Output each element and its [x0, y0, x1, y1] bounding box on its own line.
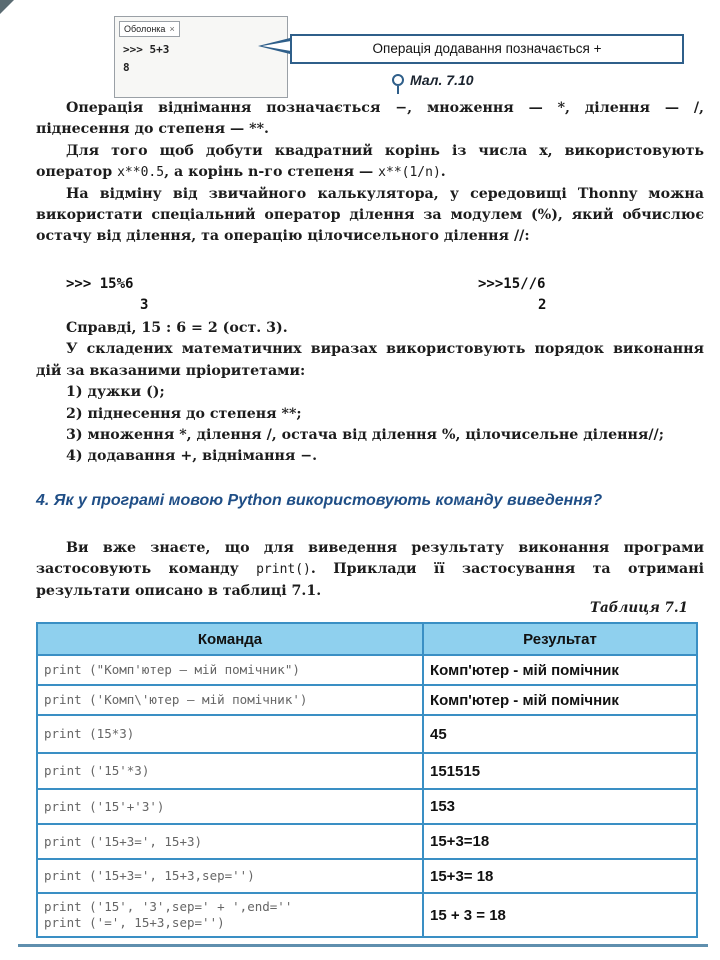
table-cell-result: Комп'ютер - мій помічник	[423, 685, 697, 715]
table-row	[37, 789, 697, 824]
priority-item-3: 3) множення *, ділення /, остача від ділення %, цілочисельне ділення//;	[66, 427, 664, 444]
shell-tab[interactable]	[119, 21, 180, 37]
table-cell-result: 153	[423, 789, 697, 824]
callout-note: Операція додавання позначається +	[290, 34, 684, 64]
table-row	[37, 859, 697, 893]
table-cell-result: 151515	[423, 753, 697, 789]
table-header-command: Команда	[37, 623, 423, 655]
priority-item-2: 2) піднесення до степеня **;	[66, 405, 302, 422]
table-cell-command: print ('15'+'3')	[37, 789, 423, 824]
table-cell-command: print ('15+3=', 15+3)	[37, 824, 423, 859]
page-corner-decoration	[0, 0, 14, 14]
paragraph-print: Ви вже знаєте, що для виведення результату виконання програми застосовують команду print(). Приклади її застосування та отримані результати описано в таблиці 7.1.	[36, 540, 704, 599]
code-example-floordiv-output: 2	[538, 297, 547, 313]
table-cell-command: print ('Комп\'ютер — мій помічник')	[37, 685, 423, 715]
body-text-block-3	[36, 538, 704, 602]
priority-intro: У складених математичних виразах використовують порядок виконання дій за вказаними пріоритетами:	[36, 341, 704, 379]
figure-caption: Мал. 7.10	[410, 72, 474, 88]
table-header-result: Результат	[423, 623, 697, 655]
table-header-row	[37, 623, 697, 655]
table-row	[37, 824, 697, 859]
table-row	[37, 715, 697, 753]
priority-item-1: 1) дужки ();	[66, 384, 165, 401]
thonny-shell-window	[114, 16, 288, 98]
code-inline-nroot: x**(1/n)	[378, 165, 441, 181]
table-row	[37, 685, 697, 715]
table-cell-command: print ('15'*3)	[37, 753, 423, 789]
table-caption: Таблиця 7.1	[590, 600, 689, 616]
code-inline-print: print()	[256, 562, 311, 578]
shell-tab-label: Оболонка	[124, 24, 166, 34]
paragraph-sqrt: Для того щоб добути квадратний корінь із числа x, використовують оператор x**0.5, а корінь n-го степеня — x**(1/n).	[36, 142, 704, 181]
paragraph-operations: Операція віднімання позначається −, множення — *, ділення — /, піднесення до степеня — **.	[36, 100, 704, 138]
indeed-line: Справді, 15 : 6 = 2 (ост. 3).	[66, 320, 288, 336]
table-cell-result: 45	[423, 715, 697, 753]
print-examples-table	[36, 622, 698, 938]
body-text-block-1	[36, 98, 704, 248]
table-cell-command: print (15*3)	[37, 715, 423, 753]
page-bottom-rule	[18, 944, 708, 947]
shell-input-line: >>> 5+3	[123, 43, 170, 56]
pin-icon	[392, 74, 404, 86]
shell-output-line: 8	[123, 61, 130, 74]
table-cell-result: 15+3= 18	[423, 859, 697, 893]
body-text-block-2	[36, 318, 704, 468]
close-icon[interactable]: ×	[169, 24, 175, 34]
table-cell-result: Комп'ютер - мій помічник	[423, 655, 697, 685]
table-row	[37, 753, 697, 789]
table-cell-command: print ('15', '3',sep=' + ',end='' print ('=', 15+3,sep='')	[37, 893, 423, 937]
code-example-modulo-output: 3	[140, 297, 149, 313]
table-row	[37, 655, 697, 685]
table-cell-result: 15+3=18	[423, 824, 697, 859]
table-cell-command: print ("Комп'ютер — мій помічник")	[37, 655, 423, 685]
code-example-modulo-input: >>> 15%6	[66, 276, 134, 292]
section-heading: 4. Як у програмі мовою Python використовують команду виведення?	[36, 492, 603, 509]
table-cell-result: 15 + 3 = 18	[423, 893, 697, 937]
code-inline-sqrt: x**0.5	[117, 165, 165, 181]
code-example-floordiv-input: >>>15//6	[478, 276, 546, 292]
table-cell-command: print ('15+3=', 15+3,sep='')	[37, 859, 423, 893]
table-row	[37, 893, 697, 937]
paragraph-modulo: На відміну від звичайного калькулятора, у середовищі Thonny можна використати спеціальний оператор ділення за модулем (%), який обчислює остачу від ділення, та операцію цілочисельного ділення //:	[36, 185, 704, 245]
priority-item-4: 4) додавання +, віднімання −.	[66, 448, 318, 465]
